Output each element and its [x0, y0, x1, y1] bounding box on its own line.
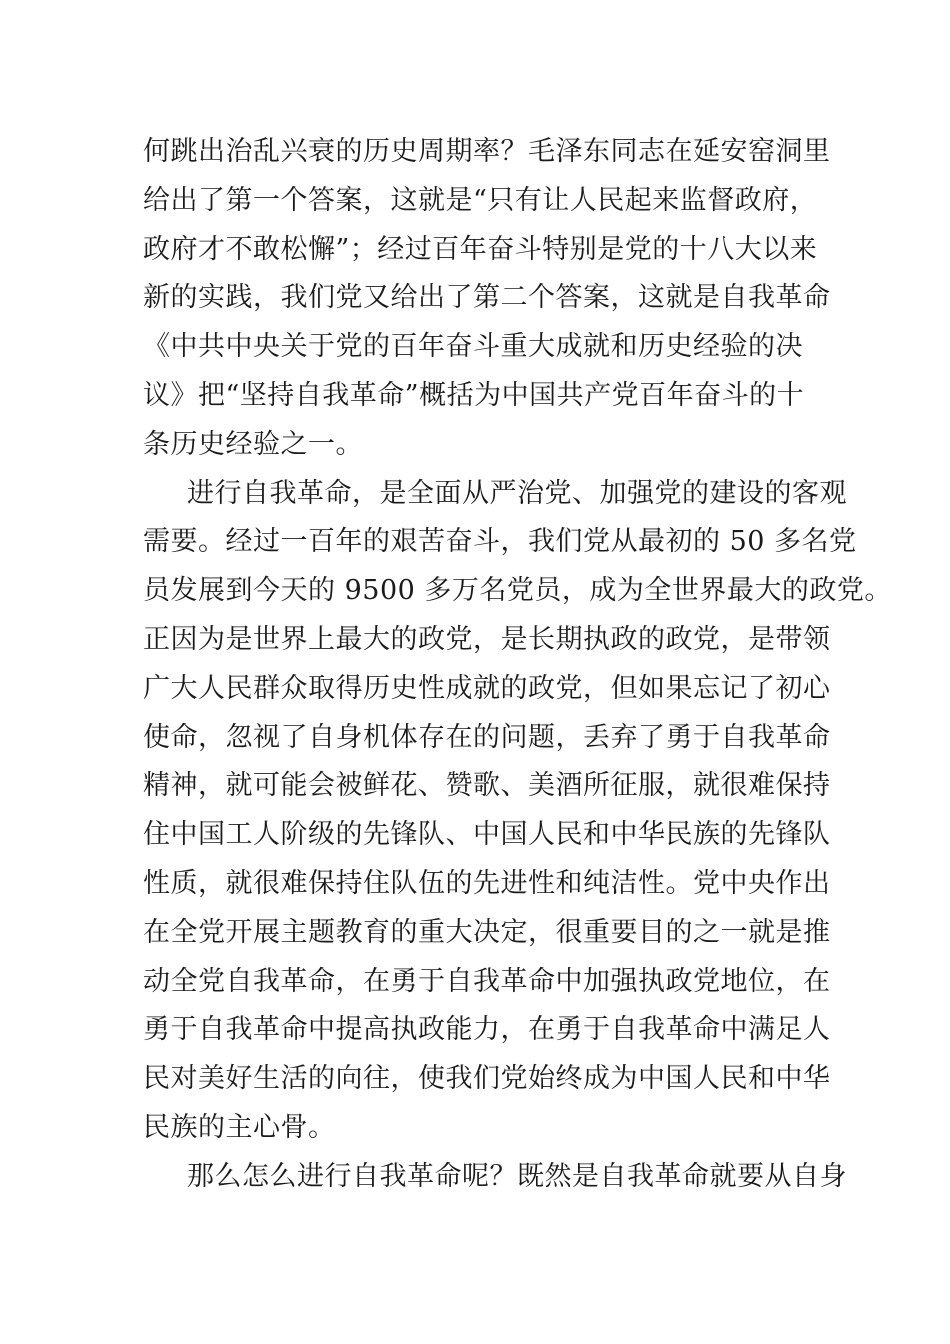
body-text	[143, 128, 892, 1202]
text-line: 政府才不敢松懈”；经过百年奋斗特别是党的十八大以来	[143, 233, 818, 265]
text-line: 民族的主心骨。	[143, 1111, 336, 1143]
text-line: 条历史经验之一。	[143, 428, 363, 460]
text-line: 勇于自我革命中提高执政能力，在勇于自我革命中满足人	[143, 1014, 831, 1046]
text-line: 性质，就很难保持住队伍的先进性和纯洁性。党中央作出	[143, 867, 831, 899]
text-line: 广大人民群众取得历史性成就的政党，但如果忘记了初心	[143, 672, 831, 704]
text-line: 何跳出治乱兴衰的历史周期率？毛泽东同志在延安窑洞里	[143, 136, 831, 167]
text-line: 使命，忽视了自身机体存在的问题，丢弃了勇于自我革命	[143, 721, 831, 753]
text-line: 民对美好生活的向往，使我们党始终成为中国人民和中华	[143, 1063, 831, 1095]
paragraph-first-line: 进行自我革命，是全面从严治党、加强党的建设的客观	[187, 477, 847, 509]
text-line: 议》把“坚持自我革命”概括为中国共产党百年奋斗的十	[143, 379, 805, 411]
text-line: 员发展到今天的 9500 多万名党员，成为全世界最大的政党。	[143, 575, 892, 607]
text-line: 在全党开展主题教育的重大决定，很重要目的之一就是推	[143, 916, 831, 948]
paragraph-first-line: 那么怎么进行自我革命呢？既然是自我革命就要从自身	[187, 1160, 847, 1192]
text-line: 新的实践，我们党又给出了第二个答案，这就是自我革命	[143, 282, 831, 314]
text-line: 动全党自我革命，在勇于自我革命中加强执政党地位，在	[143, 965, 831, 997]
text-line: 需要。经过一百年的艰苦奋斗，我们党从最初的 50 多名党	[143, 526, 857, 558]
text-line: 《中共中央关于党的百年奋斗重大成就和历史经验的决	[143, 331, 803, 363]
text-line: 精神，就可能会被鲜花、赞歌、美酒所征服，就很难保持	[143, 770, 831, 802]
text-line: 住中国工人阶级的先锋队、中国人民和中华民族的先锋队	[143, 819, 831, 851]
text-line: 正因为是世界上最大的政党，是长期执政的政党，是带领	[143, 623, 831, 655]
text-line: 给出了第一个答案，这就是“只有让人民起来监督政府，	[143, 184, 818, 216]
